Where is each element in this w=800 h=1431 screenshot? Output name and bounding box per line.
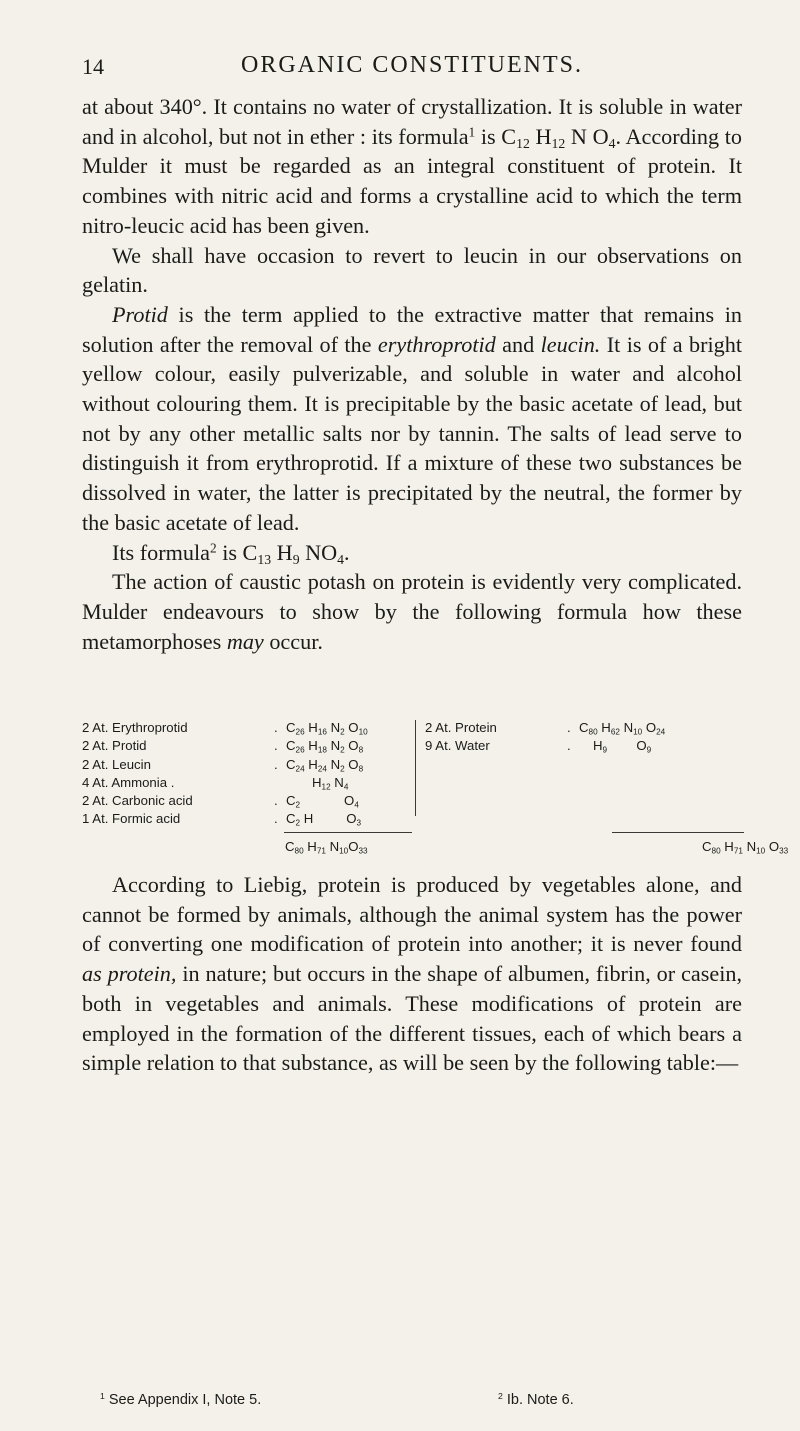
sum-rule-left xyxy=(284,832,412,833)
page-header xyxy=(82,50,742,86)
sum-total-left: $C_{80}$ $H_{71}$ $N_{10}O_{33}$ xyxy=(285,839,368,856)
paragraph-caustic-potash: The action of caustic potash on protein is evidently very complicated. Mulder endeavours to show by the following formula how these metamorphoses may occur. xyxy=(82,569,742,654)
equation-row: 4 At. Ammonia . $H_{12}$ $N_4$ xyxy=(82,774,349,792)
equation-row: 2 At. Protein . $C_{80}$ $H_{62}$ $N_{10}$ $O_{24}$ xyxy=(425,720,666,737)
row-formula: $C_{26}$ $H_{18}$ $N_2$ $O_8$ xyxy=(286,738,364,755)
sum-total-right: $C_{80}$ $H_{71}$ $N_{10}$ $O_{33}$ xyxy=(702,839,789,856)
body-text-upper xyxy=(82,92,742,656)
running-title: ORGANIC CONSTITUENTS. xyxy=(241,52,583,78)
equation-row: 2 At. Protid . $C_{26}$ $H_{18}$ $N_2$ $O_8$ xyxy=(82,738,364,755)
equation-row: 2 At. Erythroprotid . $C_{26}$ $H_{16}$ $N_2$ $O_{10}$ xyxy=(82,720,368,737)
equation-right-side xyxy=(425,720,743,757)
row-formula: $C_{80}$ $H_{62}$ $N_{10}$ $O_{24}$ xyxy=(579,720,666,737)
paragraph-leucin-continued: at about 340°. It contains no water of crystallization. It is soluble in water and in alcohol, but not in ether : its formula$^1$ is $C_{12}$ $H_{12}$ N $O_4$. According to Mulder it must be regarded as an integral constituent of protein. It combines with nitric acid and forms a crystalline acid to which the term nitro-leucic acid has been given. xyxy=(82,94,742,238)
row-formula: $C_2$ H $O_3$ xyxy=(286,811,362,828)
equation-row: 2 At. Leucin . $C_{24}$ $H_{24}$ $N_2$ $O_8$ xyxy=(82,756,364,773)
equation-row: 1 At. Formic acid . $C_2$ H $O_3$ xyxy=(82,811,362,828)
sum-rule-right xyxy=(612,832,744,833)
equation-row: 2 At. Carbonic acid . $C_2$ $O_4$ xyxy=(82,793,359,810)
equation-divider xyxy=(415,720,416,816)
row-formula: $C_{26}$ $H_{16}$ $N_2$ $O_{10}$ xyxy=(286,720,368,737)
footnote-ref-2: 2 xyxy=(209,540,217,556)
paragraph-liebig: According to Liebig, protein is produced by vegetables alone, and cannot be formed by animals, although the animal system has the power of converting one modification of protein into another; it is never found as protein, in nature; but occurs in the shape of albumen, fibrin, or casein, both in vegetables and animals. These modifications of protein are employed in the formation of the different tissues, each of which bears a simple relation to that substance, as will be seen by the following table:— xyxy=(82,872,743,1076)
body-text-lower xyxy=(82,870,742,1078)
paragraph-protid-formula: Its formula$^2$ is $C_{13}$ $H_9$ $NO_4$. xyxy=(112,539,350,567)
term-protid: Protid xyxy=(112,301,168,327)
equation-row: 9 At. Water . $H_9$ $O_9$ xyxy=(425,738,652,755)
footnote-2: $^2$ Ib. Note 6. xyxy=(498,1391,574,1408)
paragraph-gelatin: We shall have occasion to revert to leucin in our observations on gelatin. xyxy=(82,242,742,298)
protid-formula: $C_{13}$ $H_9$ $NO_4$ xyxy=(242,539,345,567)
row-formula: $C_2$ $O_4$ xyxy=(286,793,359,810)
equation-left-side xyxy=(82,720,409,830)
footnote-ref-1: 1 xyxy=(468,124,476,140)
footnote-1: $^1$ See Appendix I, Note 5. xyxy=(100,1391,262,1408)
paragraph-protid: Protid is the term applied to the extractive matter that remains in solution after the removal of the erythroprotid and leucin. It is of a bright yellow colour, easily pulverizable, and soluble in water and alcohol without colouring them. It is precipitable by the basic acetate of lead, but not by any other metallic salts nor by tannin. The salts of lead serve to distinguish it from erythroprotid. If a mixture of these two substances be dissolved in water, the latter is precipitated by the neutral, the former by the basic acetate of lead. xyxy=(82,301,742,535)
row-formula: $H_9$ $O_9$ xyxy=(593,738,652,755)
leucin-formula: $C_{12}$ $H_{12}$ N $O_4$ xyxy=(501,123,616,151)
row-formula: $H_{12}$ $N_4$ xyxy=(312,774,349,792)
page-number: 14 xyxy=(82,54,104,79)
metamorphosis-equation xyxy=(82,720,744,828)
row-formula: $C_{24}$ $H_{24}$ $N_2$ $O_8$ xyxy=(286,756,364,773)
